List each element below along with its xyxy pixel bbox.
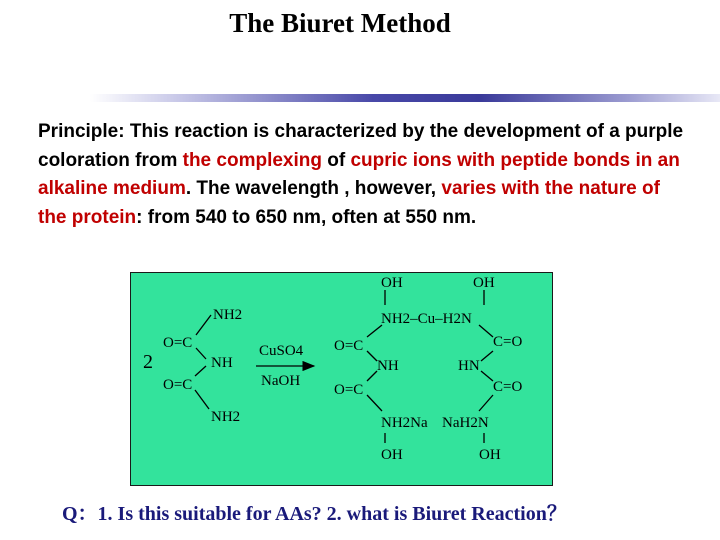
principle-text: Principle: This reaction is characterized by the development of a purple coloration from [38, 121, 684, 171]
principle-highlight: varies with the nature of the protein [38, 178, 660, 228]
principle-paragraph [38, 118, 688, 232]
title-divider [90, 94, 720, 102]
reagent-bottom: NaOH [261, 373, 301, 389]
reactant-nh2-top: NH2 [213, 307, 243, 323]
product-hn-right: HN [458, 358, 480, 374]
principle-text: of [321, 149, 351, 171]
reactant-bonds [195, 315, 211, 409]
product-carbonyl-right-bottom: C=O [493, 379, 523, 395]
principle-highlight: cupric ions with peptide bonds in an alkaline medium [38, 149, 680, 200]
biuret-reaction-diagram [130, 272, 553, 486]
reaction-coefficient: 2 [143, 351, 153, 373]
product-nah2n-right: NaH2N [442, 415, 489, 431]
principle-text: : from 540 to 650 nm, often at 550 nm. [136, 206, 477, 228]
product-nh2na-left: NH2Na [381, 415, 428, 431]
product-copper-complex: NH2–Cu–H2N [381, 311, 472, 327]
reactant-carbonyl-bottom: O=C [163, 377, 193, 393]
principle-highlight: the complexing [182, 149, 322, 171]
reaction-svg [131, 273, 554, 487]
product-oh-right-bottom: OH [479, 447, 501, 463]
product-oh-right-top: OH [473, 275, 495, 291]
product-carbonyl-right-top: C=O [493, 334, 523, 350]
product-nh-left: NH [377, 358, 399, 374]
product-carbonyl-left-bottom: O=C [334, 382, 364, 398]
product-oh-left-bottom: OH [381, 447, 403, 463]
reactant-carbonyl-top: O=C [163, 335, 193, 351]
reagent-top: CuSO4 [259, 343, 304, 359]
product-oh-left-top: OH [381, 275, 403, 291]
product-carbonyl-left-top: O=C [334, 338, 364, 354]
reactant-nh2-bottom: NH2 [211, 409, 241, 425]
discussion-question: Q：1. Is this suitable for AAs? 2. what is Biuret Reaction？ [62, 503, 567, 525]
reactant-nh: NH [211, 355, 233, 371]
slide-title: The Biuret Method [229, 8, 451, 38]
principle-text: . The wavelength , however, [185, 178, 442, 200]
